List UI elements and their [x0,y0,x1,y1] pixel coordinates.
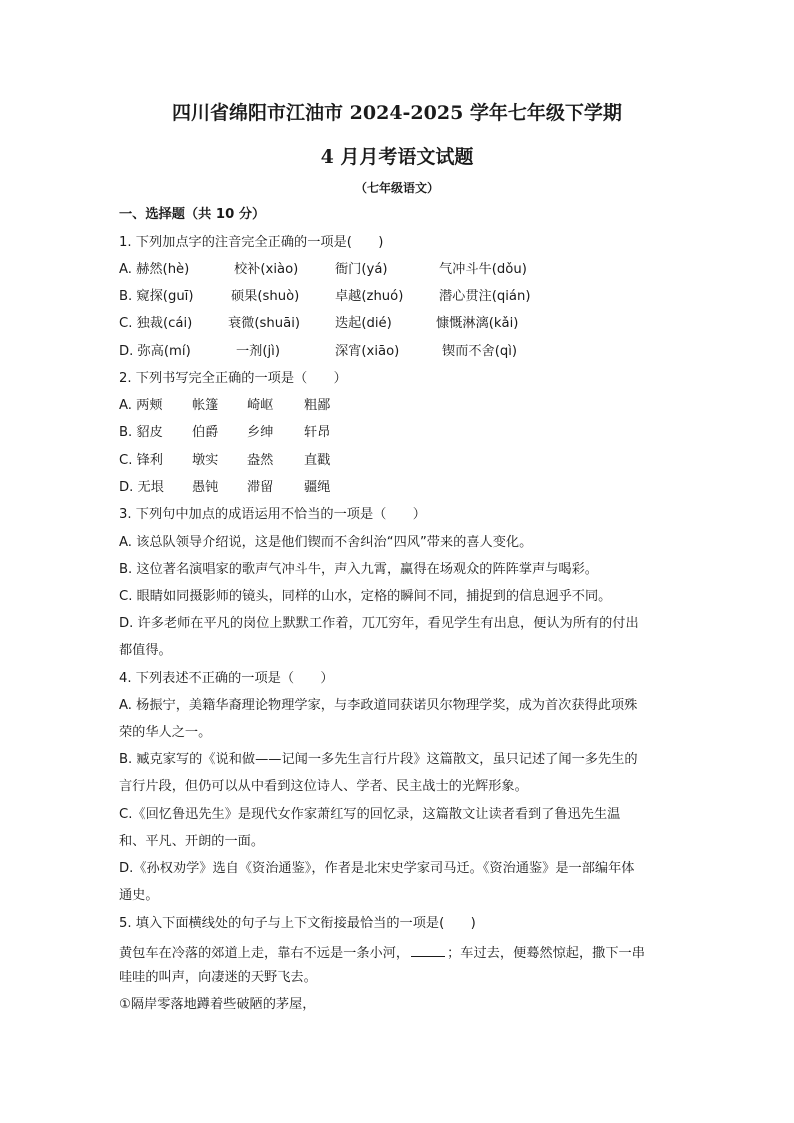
q5-passage-part2: ；车过去，便蓦然惊起，撒下一串 [447,946,645,961]
q3-option-d: D. 许多老师在平凡的岗位上默默工作着，兀兀穷年，看见学生有出息，便认为所有的付出 [119,616,639,631]
q2-c-col1: C. 锋利 [119,453,163,468]
q2-d-col1: D. 无垠 [119,480,164,495]
q2-stem: 2. 下列书写完全正确的一项是（ ） [119,371,347,386]
q1-d-col3: 深宵(xiāo) [335,344,400,359]
q4-option-a: A. 杨振宁，美籍华裔理论物理学家，与李政道同获诺贝尔物理学奖，成为首次获得此项殊 [119,698,638,713]
q1-c-col1: C. 独裁(cái) [119,316,193,331]
q1-d-col2: 一剂(jì) [236,344,280,359]
q3-option-b: B. 这位著名演唱家的歌声气冲斗牛，声入九霄，赢得在场观众的阵阵掌声与喝彩。 [119,562,598,577]
q5-passage-part1: 黄包车在冷落的郊道上走，靠右不远是一条小河， [119,946,410,961]
fill-blank [411,944,445,957]
q1-a-col1: A. 赫然(hè) [119,262,190,277]
q1-b-col3: 卓越(zhuó) [335,289,404,304]
q4-option-d-cont: 通史。 [119,888,159,903]
q2-b-col2: 伯爵 [192,425,219,440]
q2-b-col3: 乡绅 [247,425,274,440]
q3-stem: 3. 下列句中加点的成语运用不恰当的一项是（ ） [119,507,426,522]
q1-a-col2: 校补(xiào) [234,262,299,277]
q5-stem: 5. 填入下面横线处的句子与上下文衔接最恰当的一项是( ) [119,916,476,931]
q2-b-col4: 轩昂 [304,425,331,440]
q2-a-col2: 帐篷 [192,398,219,413]
q1-b-col2: 硕果(shuò) [231,289,300,304]
q4-option-a-cont: 荣的华人之一。 [119,725,212,740]
q1-c-col4: 慷慨淋漓(kǎi) [436,316,519,331]
q1-b-col4: 潜心贯注(qián) [439,289,531,304]
q2-d-col2: 愚钝 [192,480,219,495]
q3-option-c: C. 眼睛如同摄影师的镜头，同样的山水，定格的瞬间不同，捕捉到的信息迥乎不同。 [119,589,612,604]
q1-d-col1: D. 弥高(mí) [119,344,191,359]
q2-b-col1: B. 貂皮 [119,425,163,440]
q1-d-col4: 锲而不舍(qì) [442,344,518,359]
q4-option-d: D.《孙权劝学》选自《资治通鉴》，作者是北宋史学家司马迁。《资治通鉴》是一部编年体 [119,861,635,876]
q2-a-col3: 崎岖 [247,398,274,413]
q2-d-col3: 滞留 [247,480,274,495]
q1-a-col3: 衙门(yá) [335,262,388,277]
q2-c-col2: 墩实 [192,453,219,468]
q5-option-1: ①隔岸零落地蹲着些破陋的茅屋， [119,997,316,1012]
q1-b-col1: B. 窥探(guī) [119,289,194,304]
q2-a-col1: A. 两颊 [119,398,163,413]
q1-a-col4: 气冲斗牛(dǒu) [439,262,527,277]
q2-d-col4: 疆绳 [304,480,331,495]
exam-subtitle: （七年级语文） [354,181,439,195]
q1-c-col3: 迭起(dié) [335,316,392,331]
q2-a-col4: 粗鄙 [304,398,331,413]
q1-stem: 1. 下列加点字的注音完全正确的一项是( ) [119,235,384,250]
section-heading: 一、选择题（共 10 分） [119,207,266,222]
q3-option-a: A. 该总队领导介绍说，这是他们锲而不舍纠治“四风”带来的喜人变化。 [119,535,533,550]
q1-c-col2: 衰微(shuāi) [228,316,300,331]
q4-option-b: B. 臧克家写的《说和做——记闻一多先生言行片段》这篇散文，虽只记述了闻一多先生的 [119,752,638,767]
q2-c-col3: 盎然 [247,453,274,468]
q5-passage-line2: 哇哇的叫声，向凄迷的天野飞去。 [119,970,317,985]
q4-option-b-cont: 言行片段，但仍可以从中看到这位诗人、学者、民主战士的光辉形象。 [119,779,528,794]
exam-title-line1: 四川省绵阳市江油市 2024-2025 学年七年级下学期 [172,102,622,124]
q4-stem: 4. 下列表述不正确的一项是（ ） [119,671,334,686]
q5-passage-line1 [119,944,645,960]
q2-c-col4: 直戳 [304,453,331,468]
q4-option-c: C.《回忆鲁迅先生》是现代女作家萧红写的回忆录，这篇散文让读者看到了鲁迅先生温 [119,807,621,822]
q4-option-c-cont: 和、平凡、开朗的一面。 [119,834,265,849]
q3-option-d-cont: 都值得。 [119,643,172,658]
exam-title-line2: 4 月月考语文试题 [320,146,474,168]
